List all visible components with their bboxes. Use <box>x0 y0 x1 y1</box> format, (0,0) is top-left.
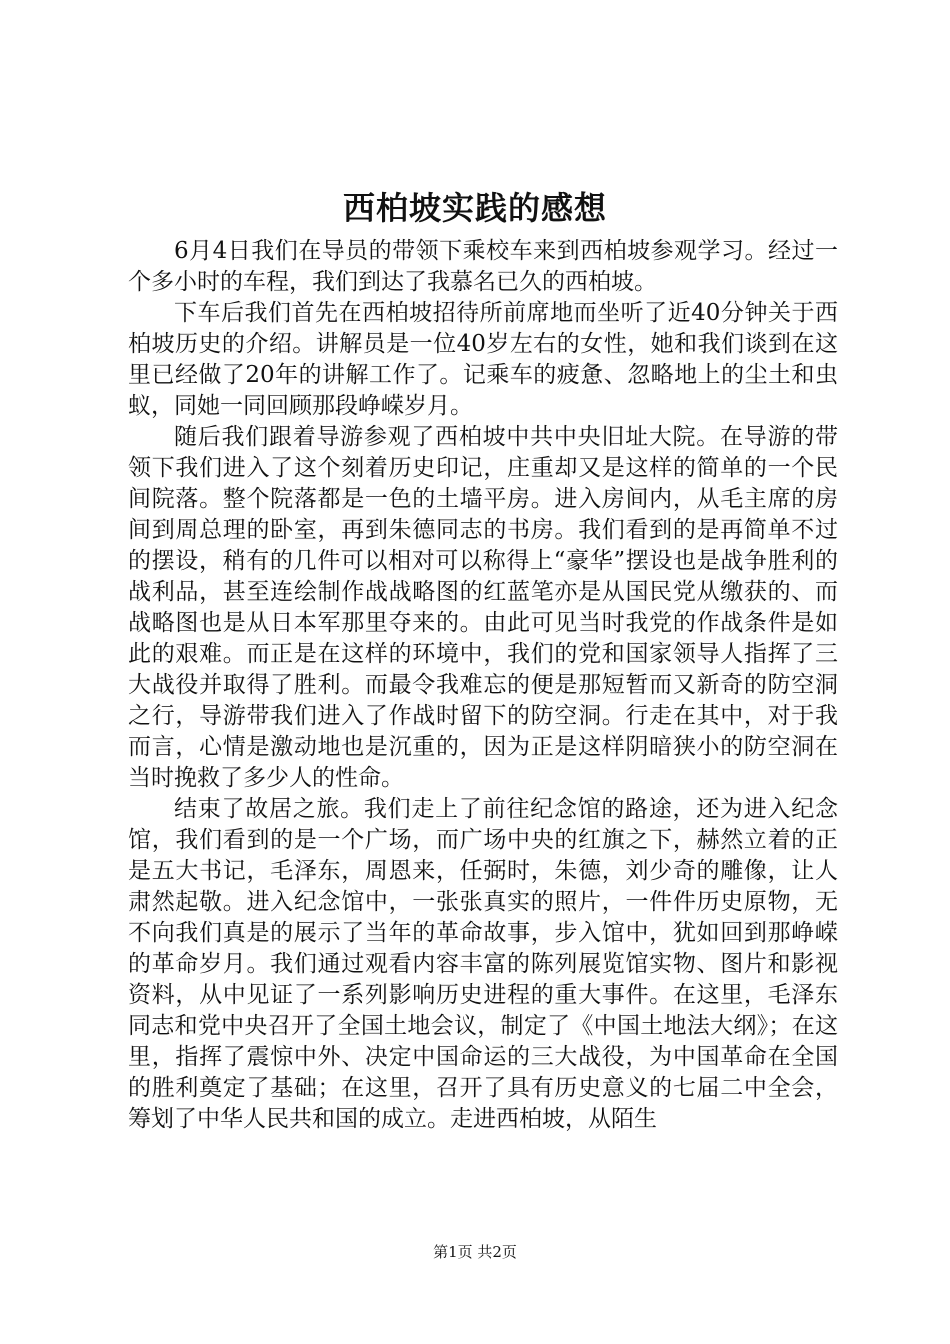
paragraph-2: 下车后我们首先在西柏坡招待所前席地而坐听了近40分钟关于西柏坡历史的介绍。讲解员是一位40岁左右的女性，她和我们谈到在这里已经做了20年的讲解工作了。记乘车的疲惫、忽略地上的尘土和虫蚁，同她一同回顾那段峥嵘岁月。 <box>128 300 838 419</box>
paragraph-1: 6月4日我们在导员的带领下乘校车来到西柏坡参观学习。经过一个多小时的车程，我们到达了我慕名已久的西柏坡。 <box>128 238 838 295</box>
paragraph-4: 结束了故居之旅。我们走上了前往纪念馆的路途，还为进入纪念馆，我们看到的是一个广场，而广场中央的红旗之下，赫然立着的正是五大书记，毛泽东，周恩来，任弼时，朱德，刘少奇的雕像，让人肃然起敬。进入纪念馆中，一张张真实的照片，一件件历史原物，无不向我们真是的展示了当年的革命故事，步入馆中，犹如回到那峥嵘的革命岁月。我们通过观看内容丰富的陈列展览馆实物、图片和影视资料，从中见证了一系列影响历史进程的重大事件。在这里，毛泽东同志和党中央召开了全国土地会议，制定了《中国土地法大纲》；在这里，指挥了震惊中外、决定中国命运的三大战役，为中国革命在全国的胜利奠定了基础；在这里，召开了具有历史意义的七届二中全会，筹划了中华人民共和国的成立。走进西柏坡，从陌生 <box>128 796 838 1132</box>
paragraph-3: 随后我们跟着导游参观了西柏坡中共中央旧址大院。在导游的带领下我们进入了这个刻着历史印记，庄重却又是这样的简单的一个民间院落。整个院落都是一色的土墙平房。进入房间内，从毛主席的房间到周总理的卧室，再到朱德同志的书房。我们看到的是再简单不过的摆设，稍有的几件可以相对可以称得上“豪华”摆设也是战争胜利的战利品，甚至连绘制作战战略图的红蓝笔亦是从国民党从缴获的、而战略图也是从日本军那里夺来的。由此可见当时我党的作战条件是如此的艰难。而正是在这样的环境中，我们的党和国家领导人指挥了三大战役并取得了胜利。而最令我难忘的便是那短暂而又新奇的防空洞之行，导游带我们进入了作战时留下的防空洞。行走在其中，对于我而言，心情是激动地也是沉重的，因为正是这样阴暗狭小的防空洞在当时挽救了多少人的性命。 <box>128 424 838 791</box>
document-title: 西柏坡实践的感想 <box>342 189 607 227</box>
document-body <box>128 236 838 1135</box>
page-number-footer: 第1页 共2页 <box>433 1243 517 1261</box>
